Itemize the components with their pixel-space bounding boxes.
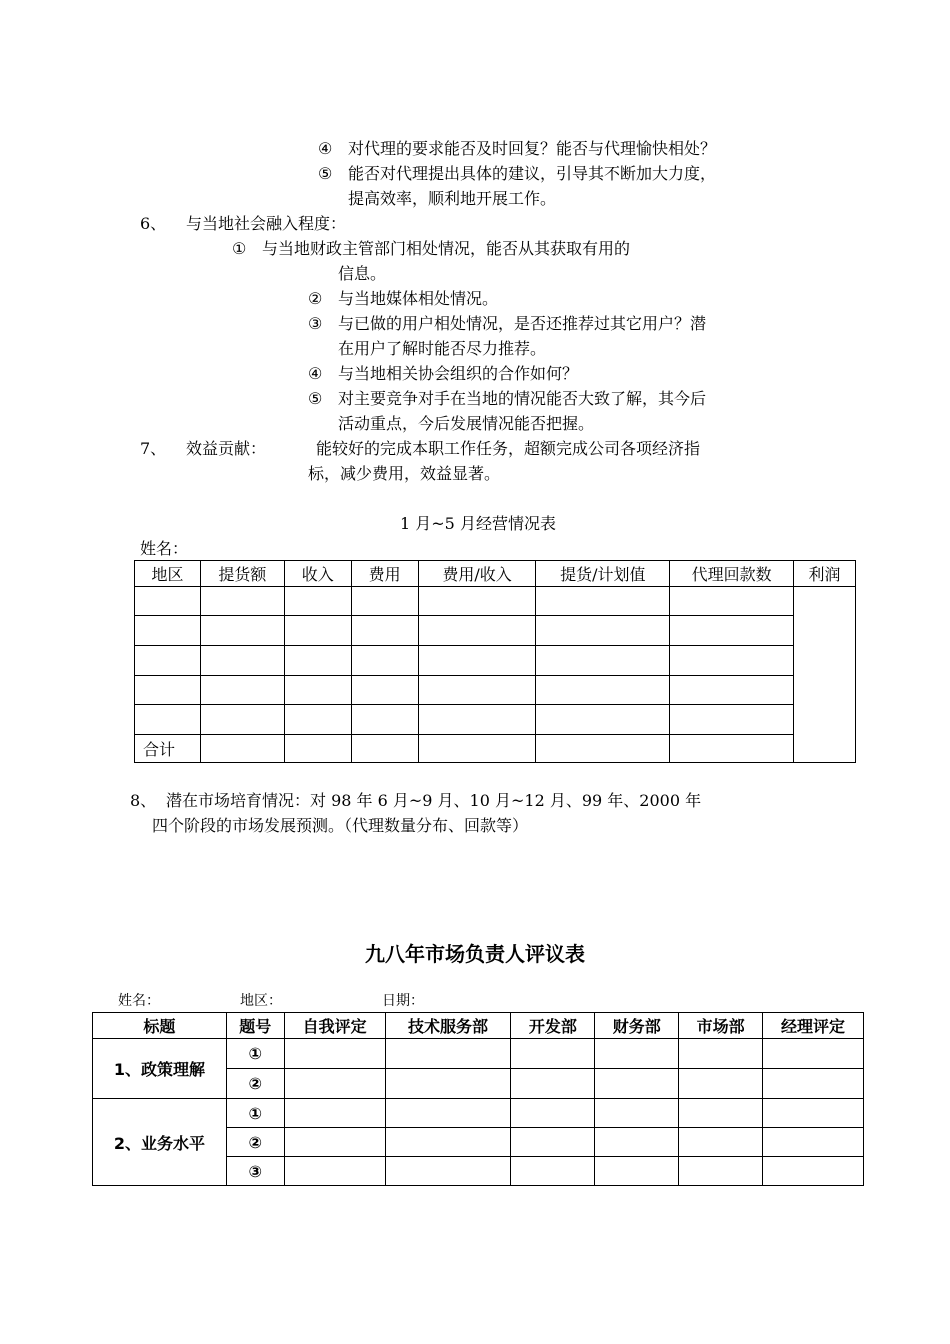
ops-header-cell: 代理回款数: [670, 561, 794, 587]
review-header-row: [93, 1013, 864, 1039]
item-5-5-cont: 提高效率，顺利地开展工作。: [348, 189, 557, 208]
table-cell: [595, 1157, 679, 1186]
table-cell: [511, 1039, 595, 1069]
table-cell: [200, 646, 284, 676]
table-cell: [418, 705, 536, 735]
table-row: [135, 705, 856, 735]
table-cell: [284, 705, 351, 735]
table-cell: [595, 1128, 679, 1157]
table-cell: [536, 676, 670, 705]
table-cell: [763, 1099, 864, 1128]
table-cell: [351, 676, 418, 705]
table-row: [135, 676, 856, 705]
review-title: 九八年市场负责人评议表: [365, 942, 585, 966]
item-6-5-marker: ⑤: [308, 389, 323, 408]
table-row: [93, 1099, 864, 1128]
table-cell: [511, 1099, 595, 1128]
table-cell: [595, 1039, 679, 1069]
review-group-title: 1、政策理解: [93, 1039, 227, 1099]
table-cell: [284, 646, 351, 676]
table-cell: [679, 1099, 763, 1128]
table-cell: [670, 735, 794, 763]
table-cell: [511, 1157, 595, 1186]
question-number: ①: [226, 1039, 284, 1069]
table-cell: [135, 646, 201, 676]
table-cell: [284, 1099, 385, 1128]
table-cell: [284, 1128, 385, 1157]
table-cell: [418, 616, 536, 646]
question-number: ③: [226, 1157, 284, 1186]
item-6-3-text: 与已做的用户相处情况，是否还推荐过其它用户？潜: [338, 314, 707, 333]
item-5-4-marker: ④: [318, 139, 333, 158]
table-cell: [763, 1157, 864, 1186]
question-number: ②: [226, 1069, 284, 1099]
table-cell: [670, 587, 794, 616]
review-header-cell: 题号: [226, 1013, 284, 1039]
table-cell: [418, 587, 536, 616]
item-6-1-cont: 信息。: [338, 264, 387, 283]
review-header-cell: 技术服务部: [385, 1013, 511, 1039]
table-cell: [351, 735, 418, 763]
table-cell: [418, 676, 536, 705]
table-cell: [536, 587, 670, 616]
table-cell: [385, 1039, 511, 1069]
question-number: ②: [226, 1128, 284, 1157]
table-cell: [135, 676, 201, 705]
section-7-heading: 效益贡献：: [186, 439, 267, 458]
table-cell: [385, 1099, 511, 1128]
table-cell: [536, 735, 670, 763]
table-row: [135, 616, 856, 646]
table-cell: [511, 1128, 595, 1157]
item-5-5-text: 能否对代理提出具体的建议，引导其不断加大力度，: [348, 164, 717, 183]
review-header-cell: 财务部: [595, 1013, 679, 1039]
ops-header-cell: 收入: [284, 561, 351, 587]
table-cell: [351, 616, 418, 646]
table-cell: [200, 587, 284, 616]
item-5-5-marker: ⑤: [318, 164, 333, 183]
table-cell: [679, 1128, 763, 1157]
review-header-cell: 标题: [93, 1013, 227, 1039]
item-6-5-cont: 活动重点，今后发展情况能否把握。: [338, 414, 595, 433]
section-6-heading: 与当地社会融入程度：: [186, 214, 347, 233]
table-row: [135, 646, 856, 676]
review-date-label: 日期：: [382, 993, 424, 1009]
table-cell: [679, 1157, 763, 1186]
item-6-1-text: 与当地财政主管部门相处情况，能否从其获取有用的: [262, 239, 631, 258]
total-label: 合计: [135, 735, 201, 763]
ops-table: [134, 560, 856, 763]
section-7-text: 能较好的完成本职工作任务，超额完成公司各项经济指: [316, 439, 701, 458]
table-cell: [284, 676, 351, 705]
table-row: [135, 587, 856, 616]
table-cell: [536, 705, 670, 735]
ops-table-header-row: [135, 561, 856, 587]
table-cell: [670, 646, 794, 676]
ops-header-cell: 费用/收入: [418, 561, 536, 587]
table-cell: [670, 705, 794, 735]
section-8-number: 8、: [130, 791, 157, 810]
table-cell: [351, 646, 418, 676]
table-cell: [385, 1128, 511, 1157]
section-7-cont: 标，减少费用，效益显著。: [308, 464, 501, 483]
table-row: [93, 1039, 864, 1069]
table-cell: [284, 587, 351, 616]
ops-header-cell: 提货额: [200, 561, 284, 587]
ops-total-row: [135, 735, 856, 763]
review-name-label: 姓名：: [118, 993, 160, 1009]
item-6-4-marker: ④: [308, 364, 323, 383]
table-cell: [385, 1157, 511, 1186]
item-6-2-text: 与当地媒体相处情况。: [338, 289, 499, 308]
table-cell: [536, 616, 670, 646]
item-5-4-text: 对代理的要求能否及时回复？能否与代理愉快相处？: [348, 139, 717, 158]
table-cell: [284, 1039, 385, 1069]
item-6-4-text: 与当地相关协会组织的合作如何？: [338, 364, 579, 383]
ops-header-cell: 提货/计划值: [536, 561, 670, 587]
table-cell: [670, 676, 794, 705]
table-cell: [418, 646, 536, 676]
review-region-label: 地区：: [240, 993, 282, 1009]
table-cell: [679, 1069, 763, 1099]
ops-header-cell: 费用: [351, 561, 418, 587]
table-cell: [284, 616, 351, 646]
table-cell: [763, 1039, 864, 1069]
review-header-cell: 市场部: [679, 1013, 763, 1039]
ops-header-cell: 地区: [135, 561, 201, 587]
table-cell: [135, 616, 201, 646]
item-6-3-marker: ③: [308, 314, 323, 333]
ops-header-cell: 利润: [794, 561, 856, 587]
item-6-3-cont: 在用户了解时能否尽力推荐。: [338, 339, 547, 358]
table-cell: [385, 1069, 511, 1099]
table-cell: [200, 676, 284, 705]
table-cell: [536, 646, 670, 676]
profit-merged-cell: [794, 587, 856, 763]
table-cell: [200, 705, 284, 735]
review-header-cell: 开发部: [511, 1013, 595, 1039]
table-cell: [284, 735, 351, 763]
table-cell: [595, 1069, 679, 1099]
table-cell: [200, 735, 284, 763]
item-6-5-text: 对主要竞争对手在当地的情况能否大致了解，其今后: [338, 389, 707, 408]
table-cell: [763, 1128, 864, 1157]
table-cell: [351, 705, 418, 735]
item-6-1-marker: ①: [232, 239, 247, 258]
review-header-cell: 经理评定: [763, 1013, 864, 1039]
table-cell: [200, 616, 284, 646]
table-cell: [135, 705, 201, 735]
section-8-text: 潜在市场培育情况：对 98 年 6 月~9 月、10 月~12 月、99 年、2000 年: [166, 791, 702, 810]
review-header-cell: 自我评定: [284, 1013, 385, 1039]
table-cell: [418, 735, 536, 763]
question-number: ①: [226, 1099, 284, 1128]
table-cell: [135, 587, 201, 616]
table-cell: [679, 1039, 763, 1069]
ops-table-name-label: 姓名：: [140, 539, 189, 558]
review-table: [92, 1012, 864, 1186]
table-cell: [511, 1069, 595, 1099]
item-6-2-marker: ②: [308, 289, 323, 308]
table-cell: [351, 587, 418, 616]
table-cell: [763, 1069, 864, 1099]
table-cell: [284, 1069, 385, 1099]
section-7-number: 7、: [140, 439, 167, 458]
section-8-cont: 四个阶段的市场发展预测。（代理数量分布、回款等）: [152, 816, 529, 835]
ops-table-caption: 1 月~5 月经营情况表: [400, 514, 556, 533]
table-cell: [284, 1157, 385, 1186]
review-group-title: 2、业务水平: [93, 1099, 227, 1186]
section-6-number: 6、: [140, 214, 167, 233]
table-cell: [595, 1099, 679, 1128]
table-cell: [670, 616, 794, 646]
